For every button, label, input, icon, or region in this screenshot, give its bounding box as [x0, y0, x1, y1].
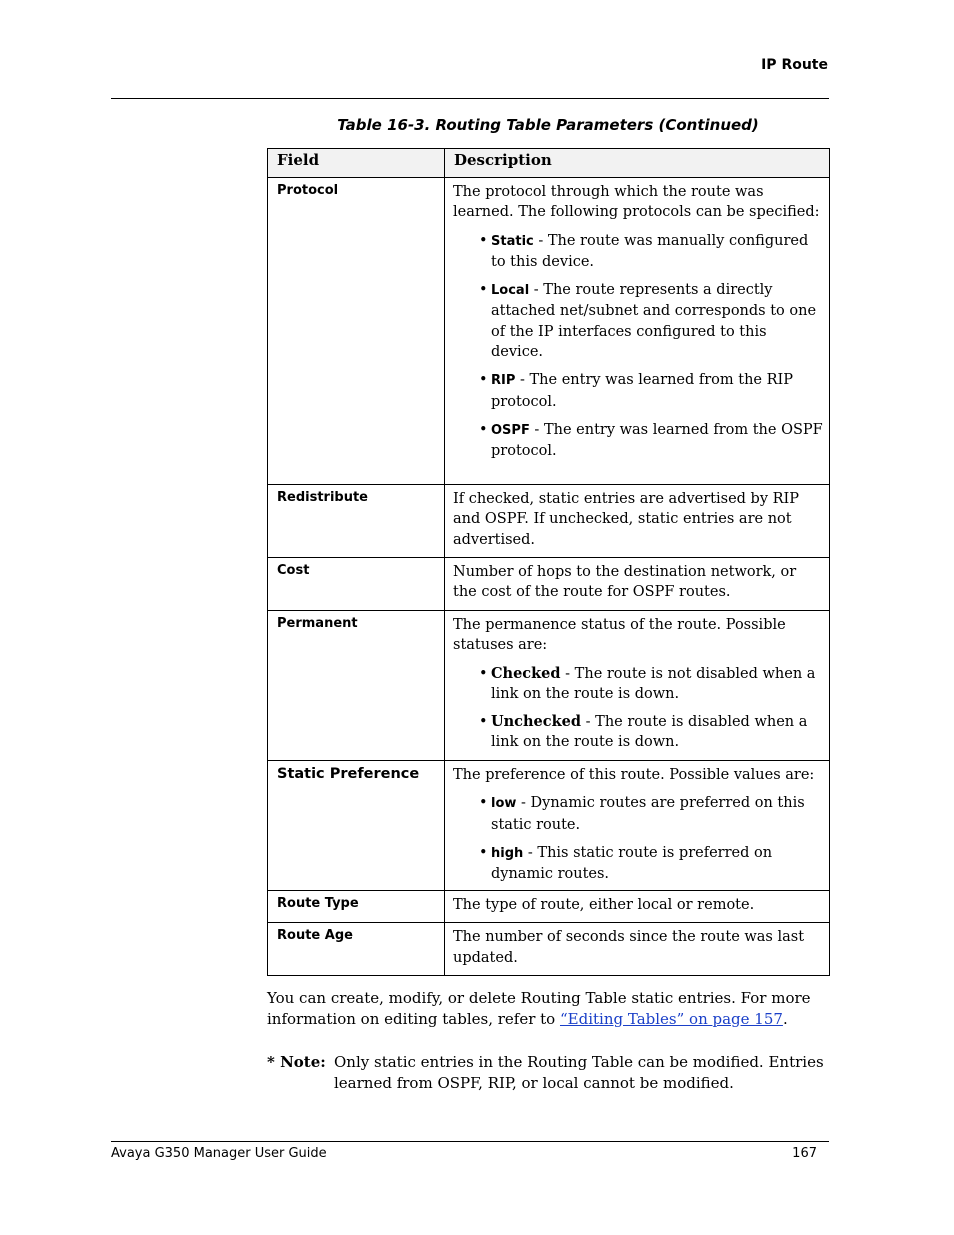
- table-row: [268, 611, 830, 761]
- list-item: • low - Dynamic routes are preferred on this static route.: [479, 795, 805, 833]
- bullet-term: Static: [491, 233, 534, 249]
- page-number: 167: [792, 1146, 817, 1161]
- routing-table-parameters: [267, 148, 830, 976]
- bullet-list: [453, 664, 823, 753]
- table-caption: Table 16-3. Routing Table Parameters (Continued): [337, 116, 759, 134]
- bullet-term: high: [491, 845, 524, 861]
- description-text: Number of hops to the destination network, or the cost of the route for OSPF routes.: [453, 564, 797, 601]
- bullet-text: - Dynamic routes are preferred on this static route.: [491, 795, 805, 833]
- table-row: [268, 923, 830, 976]
- description-text: If checked, static entries are advertised by RIP and OSPF. If unchecked, static entries are not advertised.: [453, 491, 800, 548]
- bullet-term: Checked: [491, 664, 561, 682]
- table-row: [268, 761, 830, 891]
- description-text: The number of seconds since the route was last updated.: [453, 929, 805, 966]
- table-header-row: [268, 149, 830, 178]
- bullet-text: - This static route is preferred on dynamic routes.: [491, 844, 773, 883]
- bullet-text: - The route is not disabled when a link on the route is down.: [491, 665, 816, 702]
- table-row: [268, 891, 830, 923]
- column-header-field: Field: [268, 149, 445, 178]
- list-item: • Unchecked - The route is disabled when a link on the route is down.: [479, 713, 808, 751]
- list-item: • Checked - The route is not disabled when a link on the route is down.: [479, 664, 816, 702]
- bullet-term: OSPF: [491, 422, 530, 438]
- table-row: [268, 558, 830, 611]
- field-name: Protocol: [268, 178, 445, 485]
- field-description: [445, 558, 830, 611]
- field-description: [445, 485, 830, 558]
- body-text-end: .: [782, 1010, 788, 1028]
- editing-tables-link[interactable]: “Editing Tables” on page 157: [559, 1010, 783, 1028]
- field-name: Permanent: [268, 611, 445, 761]
- running-header-title: IP Route: [761, 57, 828, 73]
- list-item: • Static - The route was manually configured to this device.: [479, 232, 809, 270]
- field-description: [445, 891, 830, 923]
- description-text: The preference of this route. Possible values are:: [453, 767, 815, 783]
- field-name: Redistribute: [268, 485, 445, 558]
- field-name: Cost: [268, 558, 445, 611]
- field-name: Route Age: [268, 923, 445, 976]
- bullet-list: [453, 793, 823, 884]
- list-item: • OSPF - The entry was learned from the OSPF protocol.: [479, 421, 823, 460]
- footer-divider: [111, 1141, 829, 1142]
- body-text: You can create, modify, or delete Routing Table static entries. For more information on editing tables, refer to: [267, 989, 811, 1028]
- bullet-term: Unchecked: [491, 713, 582, 731]
- bullet-text: - The route is disabled when a link on the route is down.: [491, 714, 808, 751]
- field-description: [445, 923, 830, 976]
- description-text: The permanence status of the route. Possible statuses are:: [453, 617, 786, 654]
- bullet-term: Local: [491, 283, 530, 299]
- field-description: [445, 178, 830, 485]
- bullet-text: - The entry was learned from the OSPF protocol.: [491, 421, 823, 460]
- list-item: • RIP - The entry was learned from the RIP protocol.: [479, 372, 794, 410]
- field-description: [445, 761, 830, 891]
- footer-guide-title: Avaya G350 Manager User Guide: [111, 1146, 327, 1161]
- body-paragraph: [267, 988, 829, 1030]
- description-text: The protocol through which the route was learned. The following protocols can be specified:: [453, 184, 820, 221]
- header-divider: [111, 98, 829, 99]
- column-header-description: Description: [445, 149, 830, 178]
- bullet-text: - The route was manually configured to this device.: [491, 232, 809, 270]
- list-item: • high - This static route is preferred on dynamic routes.: [479, 844, 773, 883]
- field-description: [445, 611, 830, 761]
- note-label: * Note:: [267, 1053, 326, 1071]
- field-name: Route Type: [268, 891, 445, 923]
- table-row: [268, 485, 830, 558]
- table-row: [268, 178, 830, 485]
- note-block: [267, 1052, 829, 1094]
- list-item: • Local - The route represents a directly attached net/subnet and corresponds to one of the IP interfaces configured to this device.: [479, 282, 817, 361]
- bullet-list: [453, 231, 823, 462]
- description-text: The type of route, either local or remote.: [453, 897, 755, 914]
- field-name: Static Preference: [268, 761, 445, 891]
- bullet-text: - The entry was learned from the RIP protocol.: [491, 372, 794, 410]
- bullet-term: RIP: [491, 373, 516, 389]
- bullet-text: - The route represents a directly attached net/subnet and corresponds to one of the IP interfaces configured to this device.: [491, 282, 817, 361]
- note-text: Only static entries in the Routing Table can be modified. Entries learned from OSPF, RIP, or local cannot be modified.: [334, 1053, 824, 1092]
- bullet-term: low: [491, 796, 517, 812]
